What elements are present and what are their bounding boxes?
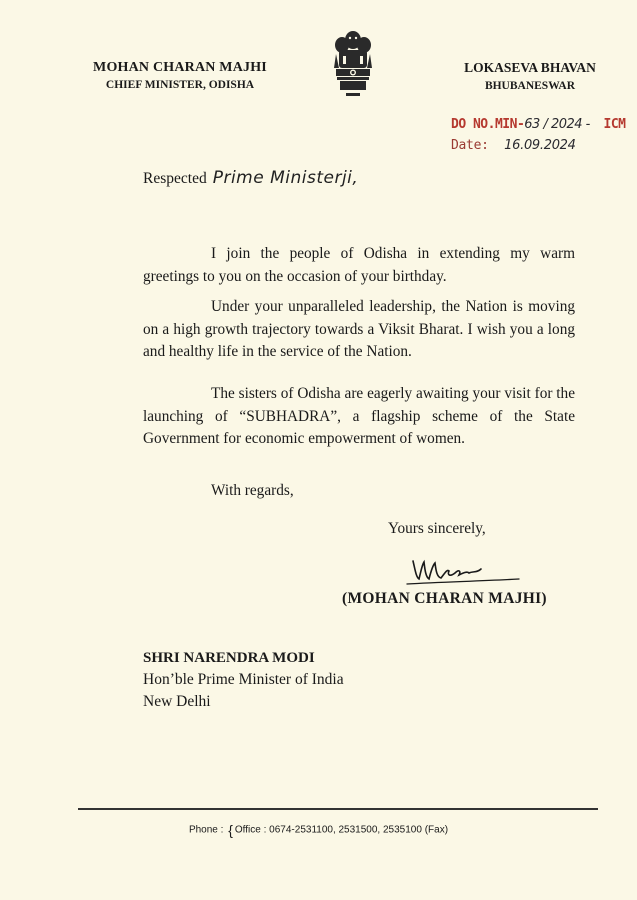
do-no-value: 63 / 2024 - (524, 117, 594, 132)
office-phone: Office : 0674-2531100, 2531500, 2535100 (Fax) (234, 824, 449, 836)
sender-title: CHIEF MINISTER, ODISHA (105, 79, 255, 91)
sender-name: MOHAN CHARAN MAJHI (93, 60, 267, 75)
date-value: 16.09.2024 (504, 138, 576, 153)
do-suffix: ICM (603, 117, 626, 132)
salutation-prefix: Respected (143, 170, 207, 187)
closing: With regards, (211, 482, 294, 499)
date-label: Date: (451, 138, 489, 153)
paragraph-3: The sisters of Odisha are eagerly awaiting your visit for the launching of “SUBHADRA”, a flagship scheme of the State Government for economic empowerment of women. (143, 385, 575, 447)
office-city: BHUBANESWAR (484, 80, 576, 92)
phone-label: Phone : (188, 824, 224, 836)
salutation (143, 168, 358, 188)
addressee-city: New Delhi (143, 693, 211, 710)
signatory-name: (MOHAN CHARAN MAJHI) (342, 590, 547, 607)
do-no-label: DO NO.MIN- (451, 117, 525, 132)
paragraph-1: I join the people of Odisha in extending my warm greetings to you on the occasion of your birthday. (143, 245, 575, 285)
footer-divider (78, 808, 598, 810)
addressee-title: Hon’ble Prime Minister of India (143, 671, 344, 688)
office-name: LOKASEVA BHAVAN (464, 60, 596, 75)
brace-icon: { (228, 822, 233, 838)
ashoka-emblem-icon (330, 28, 376, 110)
date-stamp (451, 138, 576, 153)
salutation-handwritten: Prime Ministerji, (212, 168, 359, 188)
addressee-name: SHRI NARENDRA MODI (143, 650, 315, 666)
paragraph-2: Under your unparalleled leadership, the Nation is moving on a high growth trajectory towards a Viksit Bharat. I wish you a long and healthy life in the service of the Nation. (143, 298, 575, 360)
dispatch-number-stamp (451, 117, 626, 132)
handwritten-signature (403, 557, 523, 587)
valediction: Yours sincerely, (388, 520, 486, 537)
footer-contact (0, 822, 637, 838)
